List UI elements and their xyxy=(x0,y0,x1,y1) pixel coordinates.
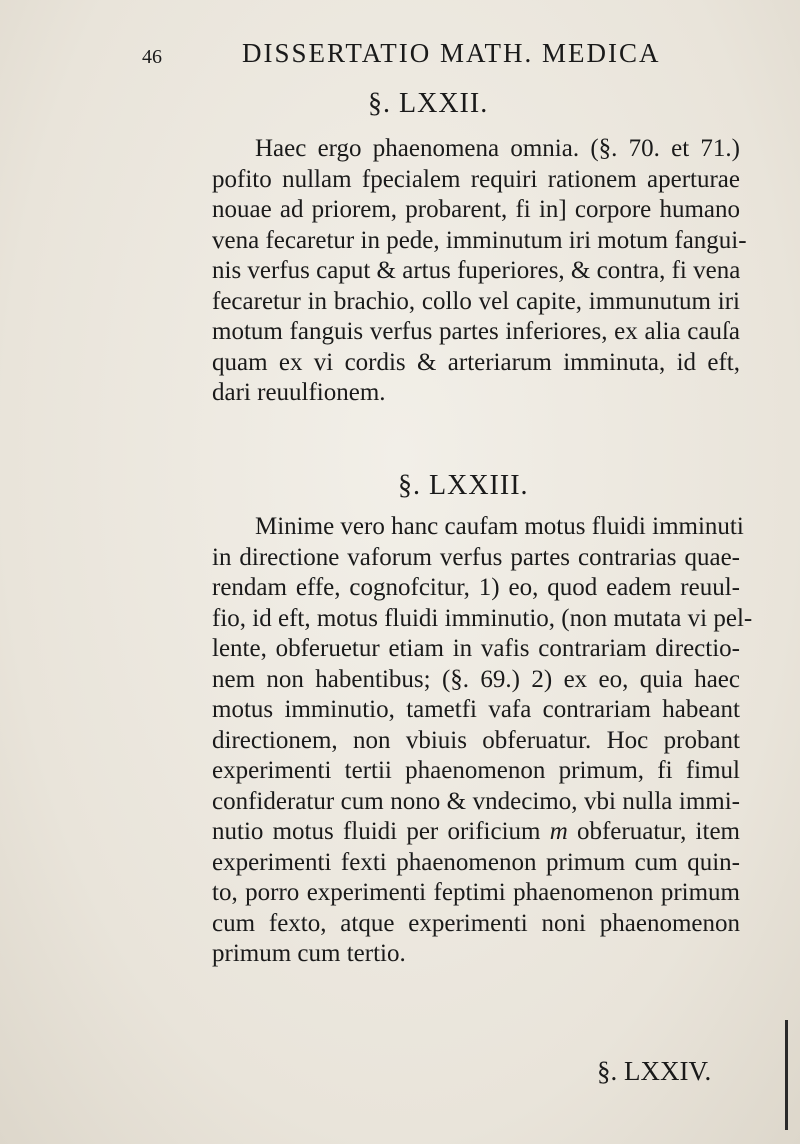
paragraph-lxxii xyxy=(212,134,747,409)
text-line: dari reuulfionem. xyxy=(212,379,386,406)
section-heading-lxxii: §. LXXII. xyxy=(368,88,489,119)
text-line: in directione vaforum verfus partes contrarias quae- xyxy=(212,543,740,571)
text-line: primum cum tertio. xyxy=(212,940,406,967)
text-line: pofito nullam fpecialem requiri rationem aperturae xyxy=(212,165,740,193)
text-line: Minime vero hanc caufam motus fluidi imminuti xyxy=(255,513,744,540)
text-line: experimenti tertii phaenomenon primum, fi fimul xyxy=(212,757,740,784)
text-line: fio, id eft, motus fluidi imminutio, (non mutata vi pel- xyxy=(212,604,753,632)
page-edge-divider xyxy=(785,1020,788,1130)
text-line: fecaretur in brachio, collo vel capite, immunutum iri xyxy=(212,287,740,315)
text-line: nem non habentibus; (§. 69.) 2) ex eo, quia haec xyxy=(212,665,740,693)
text-line: nouae ad priorem, probarent, fi in] corpore humano xyxy=(212,196,740,223)
text-line: nutio motus fluidi per orificium m obferuatur, item xyxy=(212,818,740,845)
text-line: Haec ergo phaenomena omnia. (§. 70. et 71.) xyxy=(255,135,740,162)
paragraph-lxxiii xyxy=(212,512,753,970)
section-heading-lxxiii: §. LXXIII. xyxy=(398,470,529,501)
text-line: motum fanguis verfus partes inferiores, ex alia cauſa xyxy=(212,318,740,345)
text-line: experimenti fexti phaenomenon primum cum quin- xyxy=(212,848,740,876)
text-line: motus imminutio, tametfi vafa contrariam habeant xyxy=(212,696,740,723)
text-line: cum fexto, atque experimenti noni phaenomenon xyxy=(212,909,740,937)
text-line: rendam effe, cognofcitur, 1) eo, quod eadem reuul- xyxy=(212,574,740,601)
orificium-letter: m xyxy=(549,818,568,845)
text-line: to, porro experimenti feptimi phaenomenon primum xyxy=(212,879,740,906)
text-line: vena fecaretur in pede, imminutum iri motum fangui- xyxy=(212,226,747,254)
text-line: quam ex vi cordis & arteriarum imminuta, id eft, xyxy=(212,348,740,376)
page-number: 46 xyxy=(142,46,162,68)
text-line: nis verfus caput & artus fuperiores, & contra, fi vena xyxy=(212,257,741,284)
text-line: lente, obferuetur etiam in vafis contrariam directio- xyxy=(212,635,740,662)
catchword: §. LXXIV. xyxy=(597,1056,712,1086)
running-head-title: DISSERTATIO MATH. MEDICA xyxy=(242,38,661,68)
text-line: confideratur cum nono & vndecimo, vbi nulla immi- xyxy=(212,787,740,815)
text-line: directionem, non vbiuis obferuatur. Hoc probant xyxy=(212,726,740,754)
